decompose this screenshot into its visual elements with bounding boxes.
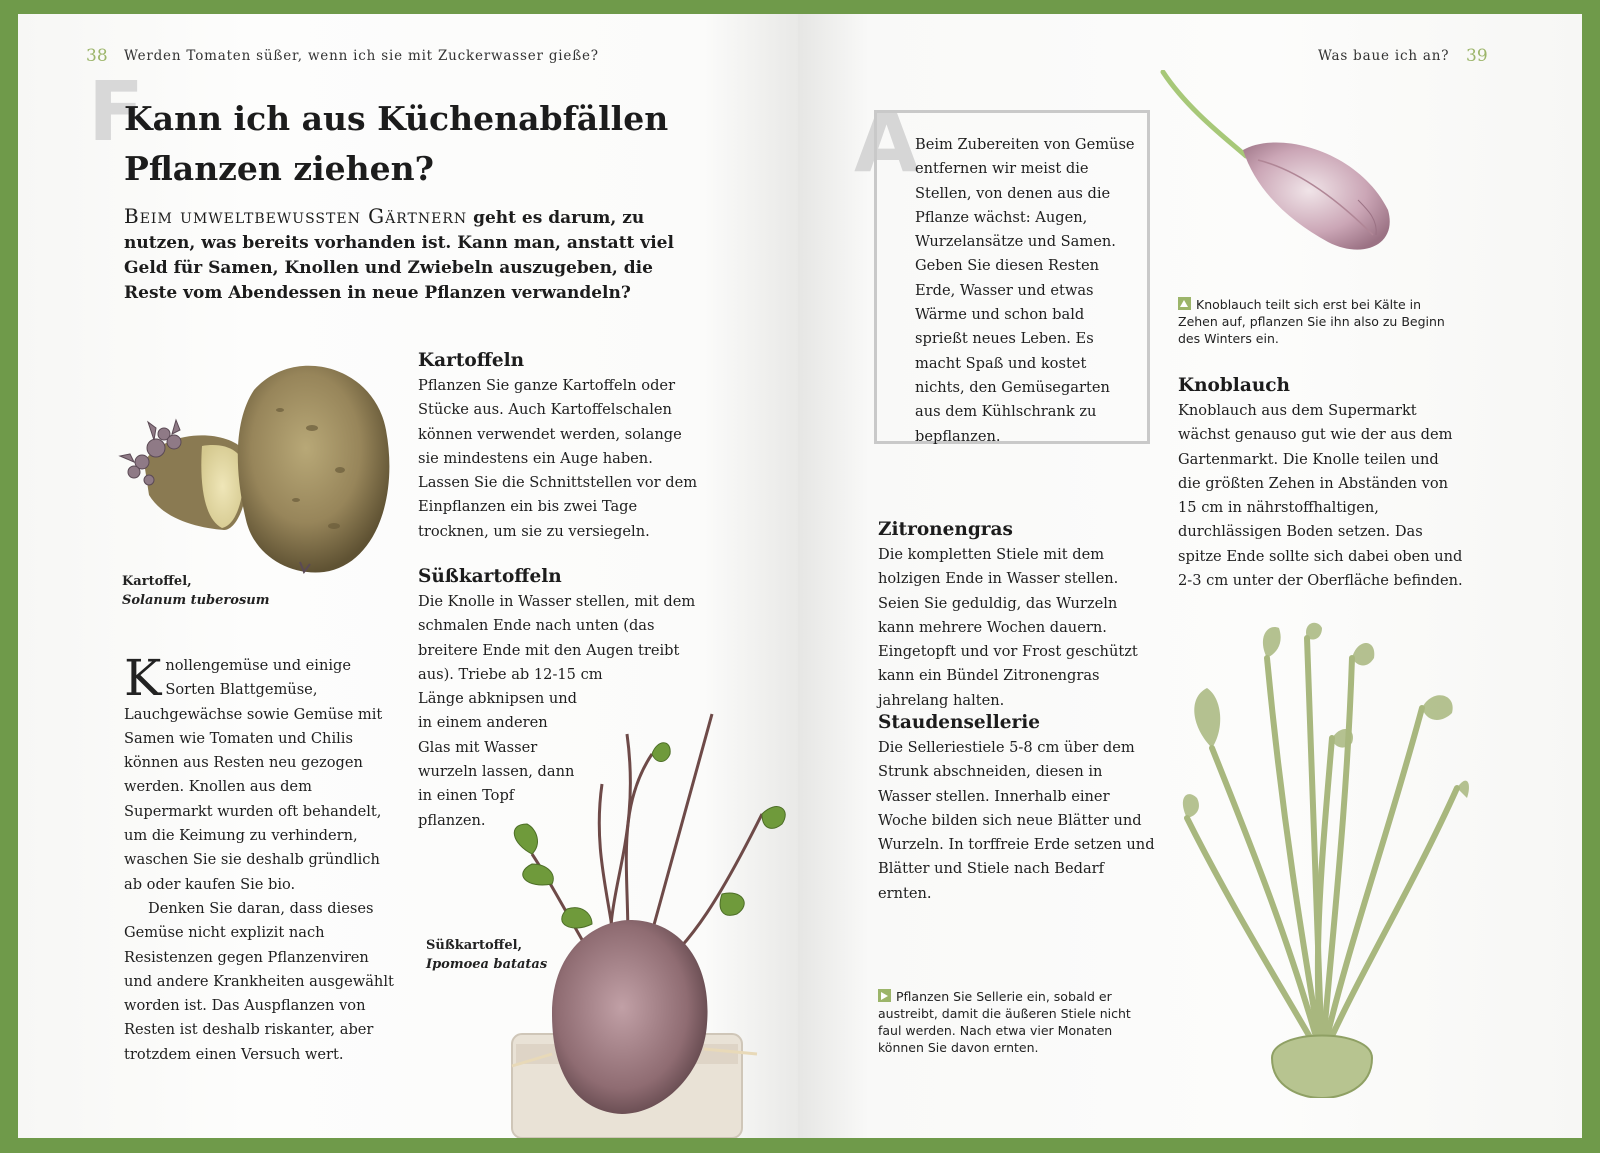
celery-caption: [878, 988, 1148, 1056]
zitronengras-section: [878, 517, 1158, 713]
intro-rest: geht es darum, zu nutzen, was bereits vorhanden ist. Kann man, anstatt viel Geld für Samen, Knollen und Zwiebeln auszugeben, die Reste vom Abendessen in neue Pflanzen verwandeln?: [124, 208, 674, 303]
suesskartoffeln-text-a: Die Knolle in Wasser stellen, mit dem schmalen Ende nach unten (das breitere Ende mit den Augen treibt aus). Triebe ab 12-15 cm: [418, 593, 696, 683]
page-number-right: 39: [1466, 46, 1488, 66]
page-number-left: 38: [86, 46, 108, 66]
running-head-left: Werden Tomaten süßer, wenn ich sie mit Zuckerwasser gieße?: [124, 48, 599, 64]
staudensellerie-section: [878, 710, 1158, 906]
potato-caption-name: Kartoffel,: [122, 574, 192, 589]
potato-caption: [122, 572, 322, 610]
sweetpotato-caption-latin: Ipomoea batatas: [426, 957, 548, 972]
intro-paragraph: [124, 204, 696, 306]
knoblauch-text: Knoblauch aus dem Supermarkt wächst genauso gut wie der aus dem Gartenmarkt. Die Knolle teilen und die größten Zehen in Abständen von 15 cm in nährstoffhaltigen, durchlässigen Boden setzen. Das spitze Ende sollte sich dabei oben und 2-3 cm unter der Oberfläche befinden.: [1178, 402, 1463, 590]
right-page: [798, 14, 1582, 1138]
sweetpotato-caption-name: Süßkartoffel,: [426, 938, 523, 953]
sweetpotato-caption: [426, 936, 626, 974]
suesskartoffeln-heading: Süßkartoffeln: [418, 566, 562, 587]
zitronengras-text: Die kompletten Stiele mit dem holzigen Ende in Wasser stellen. Seien Sie geduldig, das Wurzeln kann mehrere Wochen dauern. Eingetopft und vor Frost geschützt kann ein Bündel Zitronengras jahrelang halten.: [878, 546, 1138, 709]
celery-illustration: [1172, 618, 1472, 1098]
body-column-left: [124, 649, 394, 1067]
body-paragraph-2: Denken Sie daran, dass dieses Gemüse nicht explizit nach Resistenzen gegen Pflanzenviren und andere Krankheiten ausgewählt worden ist. Das Auspflanzen von Resten ist deshalb riskanter, aber trotzdem einen Versuch wert.: [124, 899, 394, 1063]
knoblauch-heading: Knoblauch: [1178, 375, 1290, 396]
triangle-right-icon: [878, 989, 891, 1002]
body-paragraph-1: [124, 649, 394, 897]
zitronengras-heading: Zitronengras: [878, 519, 1013, 540]
body-dropcap: K: [124, 649, 162, 707]
kartoffeln-text: Pflanzen Sie ganze Kartoffeln oder Stücke aus. Auch Kartoffelschalen können verwendet werden, solange sie mindestens ein Auge haben. Lassen Sie die Schnittstellen vor dem Einpflanzen ein bis zwei Tage trocknen, um sie zu versiegeln.: [418, 377, 698, 540]
sweet-potato-illustration: [492, 694, 792, 1138]
triangle-up-icon: [1178, 297, 1191, 310]
intro-smallcaps: Beim umweltbewussten Gärtnern: [124, 204, 468, 228]
page-title: [124, 94, 684, 194]
answer-box: [874, 110, 1150, 444]
potato-caption-latin: Solanum tuberosum: [122, 593, 270, 608]
answer-text: Beim Zubereiten von Gemüse entfernen wir meist die Stellen, von denen aus die Pflanze wächst: Augen, Wurzelansätze und Samen. Geben Sie diesen Resten Erde, Wasser und etwas Wärme und schon bald sprießt neues Leben. Es macht Spaß und kostet nichts, den Gemüsegarten aus dem Kühlschrank zu bepflanzen.: [915, 136, 1135, 445]
kartoffeln-heading: Kartoffeln: [418, 350, 525, 371]
knoblauch-section: [1178, 373, 1463, 593]
running-head-right: Was baue ich an?: [1318, 48, 1450, 64]
title-line-2: Pflanzen ziehen?: [124, 149, 434, 188]
body-paragraph-1-text: nollengemüse und einige Sorten Blattgemüse, Lauchgewächse sowie Gemüse mit Samen wie Tomaten und Chilis können aus Resten neu gezogen werden. Knollen aus dem Supermarkt wurden oft behandelt, um die Keimung zu verhindern, waschen Sie sie deshalb gründlich ab oder kaufen Sie bio.: [124, 657, 383, 893]
answer-initial: A: [854, 93, 920, 191]
garlic-caption: [1178, 296, 1448, 347]
staudensellerie-text: Die Selleriestiele 5-8 cm über dem Strunk abschneiden, diesen in Wasser stellen. Innerhalb einer Woche bilden sich neue Blätter und Wurzeln. In torffreie Erde setzen und Blätter und Stiele nach Bedarf ernten.: [878, 739, 1155, 902]
garlic-caption-text: Knoblauch teilt sich erst bei Kälte in Zehen auf, pflanzen Sie ihn also zu Beginn des Winters ein.: [1178, 297, 1445, 346]
suesskartoffeln-text-b: Länge abknipsen und in einem anderen Glas mit Wasser wurzeln lassen, dann in einen Topf pflanzen.: [418, 690, 578, 829]
kartoffeln-section: [418, 348, 703, 544]
garlic-illustration: [1158, 70, 1398, 280]
title-line-1: Kann ich aus Küchenabfällen: [124, 99, 669, 138]
potato-illustration: [104, 350, 404, 590]
staudensellerie-heading: Staudensellerie: [878, 712, 1041, 733]
title-initial: F: [88, 65, 145, 160]
left-page: [18, 14, 798, 1138]
celery-caption-text: Pflanzen Sie Sellerie ein, sobald er austreibt, damit die äußeren Stiele nicht faul werden. Nach etwa vier Monaten können Sie davon ernten.: [878, 989, 1131, 1055]
